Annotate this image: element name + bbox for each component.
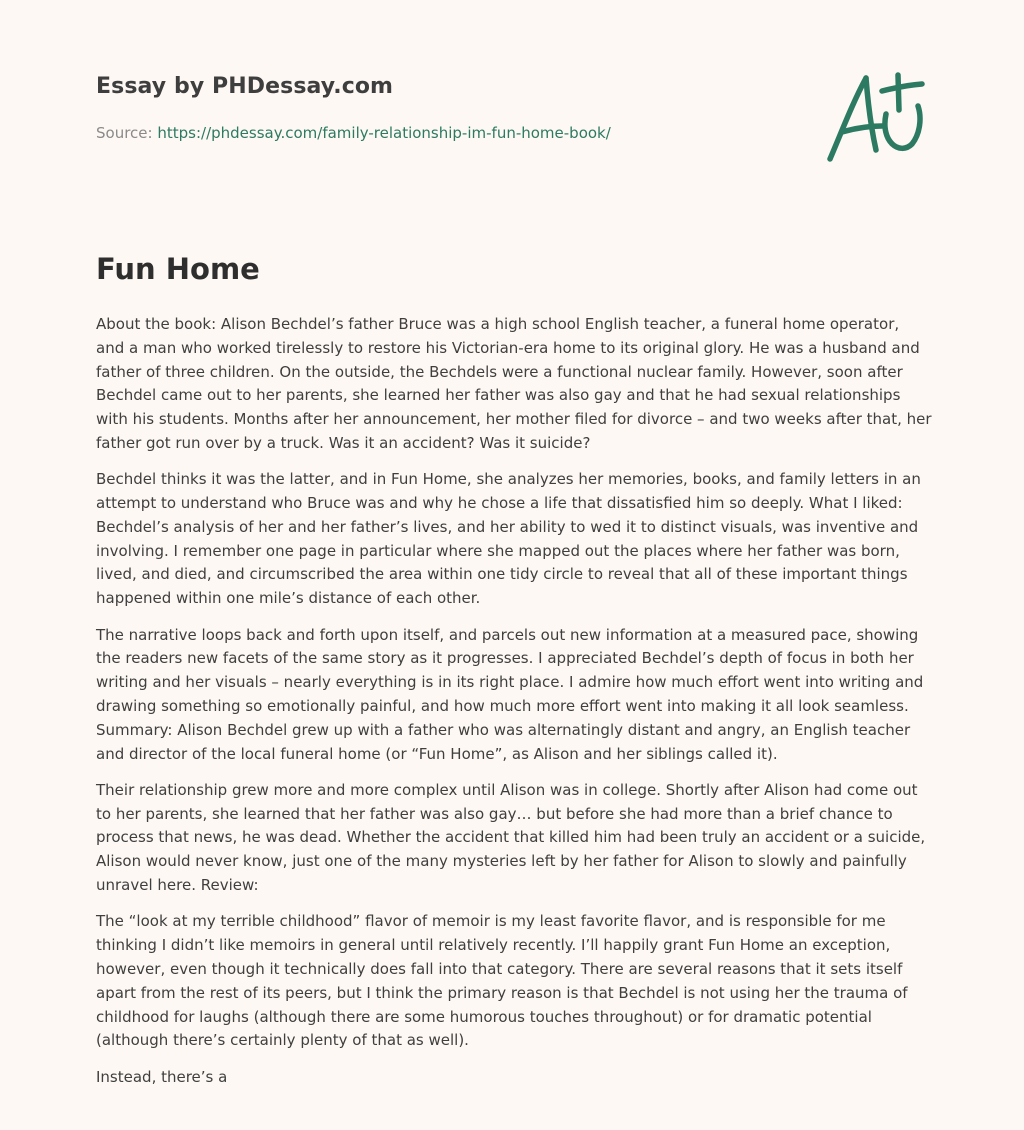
essay-paragraph: Instead, there’s a — [96, 1067, 228, 1086]
essay-title: Fun Home — [96, 252, 260, 286]
essay-paragraph: The narrative loops back and forth upon itself, and parcels out new information at a measured pace, showing the readers new facets of the same story as it progresses. I appreciated Bechdel’s depth of focus in both her writing and her visuals – nearly everything is in its right place. I admire how much effort went into writing and drawing something so emotionally painful, and how much more effort went into making it all look seamless. Summary: Alison Bechdel grew up with a father who was alternatingly distant and angry, an English teacher and director of the local funeral home (or “Fun Home”, as Alison and her siblings called it). — [96, 625, 924, 763]
a-plus-logo-icon — [820, 66, 930, 166]
source-label: Source: — [96, 124, 153, 142]
essay-paragraph: About the book: Alison Bechdel’s father Bruce was a high school English teacher, a funeral home operator, and a man who worked tirelessly to restore his Victorian-era home to its original glory. He was a husband and father of three children. On the outside, the Bechdels were a functional nuclear family. However, soon after Bechdel came out to her parents, she learned her father was also gay and that he had sexual relationships with his students. Months after her announcement, her mother filed for divorce – and two weeks after that, her father got run over by a truck. Was it an accident? Was it suicide? — [96, 315, 932, 452]
source-line — [96, 124, 611, 142]
essay-body — [96, 313, 932, 1102]
essay-paragraph: Bechdel thinks it was the latter, and in Fun Home, she analyzes her memories, books, and family letters in an attempt to understand who Bruce was and why he chose a life that dissatisfied him so deeply. What I liked: Bechdel’s analysis of her and her father’s lives, and her ability to wed it to distinct visuals, was inventive and involving. I remember one page in particular where she mapped out the places where her father was born, lived, and died, and circumscribed the area within one tidy circle to reveal that all of these important things happened within one mile’s distance of each other. — [96, 470, 921, 608]
source-link[interactable]: https://phdessay.com/family-relationship-im-fun-home-book/ — [157, 124, 611, 142]
essay-paragraph: The “look at my terrible childhood” flavor of memoir is my least favorite flavor, and is responsible for me thinking I didn’t like memoirs in general until relatively recently. I’ll happily grant Fun Home an exception, however, even though it technically does fall into that category. There are several reasons that it sets itself apart from the rest of its peers, but I think the primary reason is that Bechdel is not using her the trauma of childhood for laughs (although there are some humorous touches throughout) or for dramatic potential (although there’s certainly plenty of that as well). — [96, 912, 908, 1050]
site-title: Essay by PHDessay.com — [96, 74, 394, 99]
essay-paragraph: Their relationship grew more and more complex until Alison was in college. Shortly after Alison had come out to her parents, she learned that her father was also gay… but before she had more than a brief chance to process that news, he was dead. Whether the accident that killed him had been truly an accident or a suicide, Alison would never know, just one of the many mysteries left by her father for Alison to slowly and painfully unravel here. Review: — [96, 780, 926, 895]
